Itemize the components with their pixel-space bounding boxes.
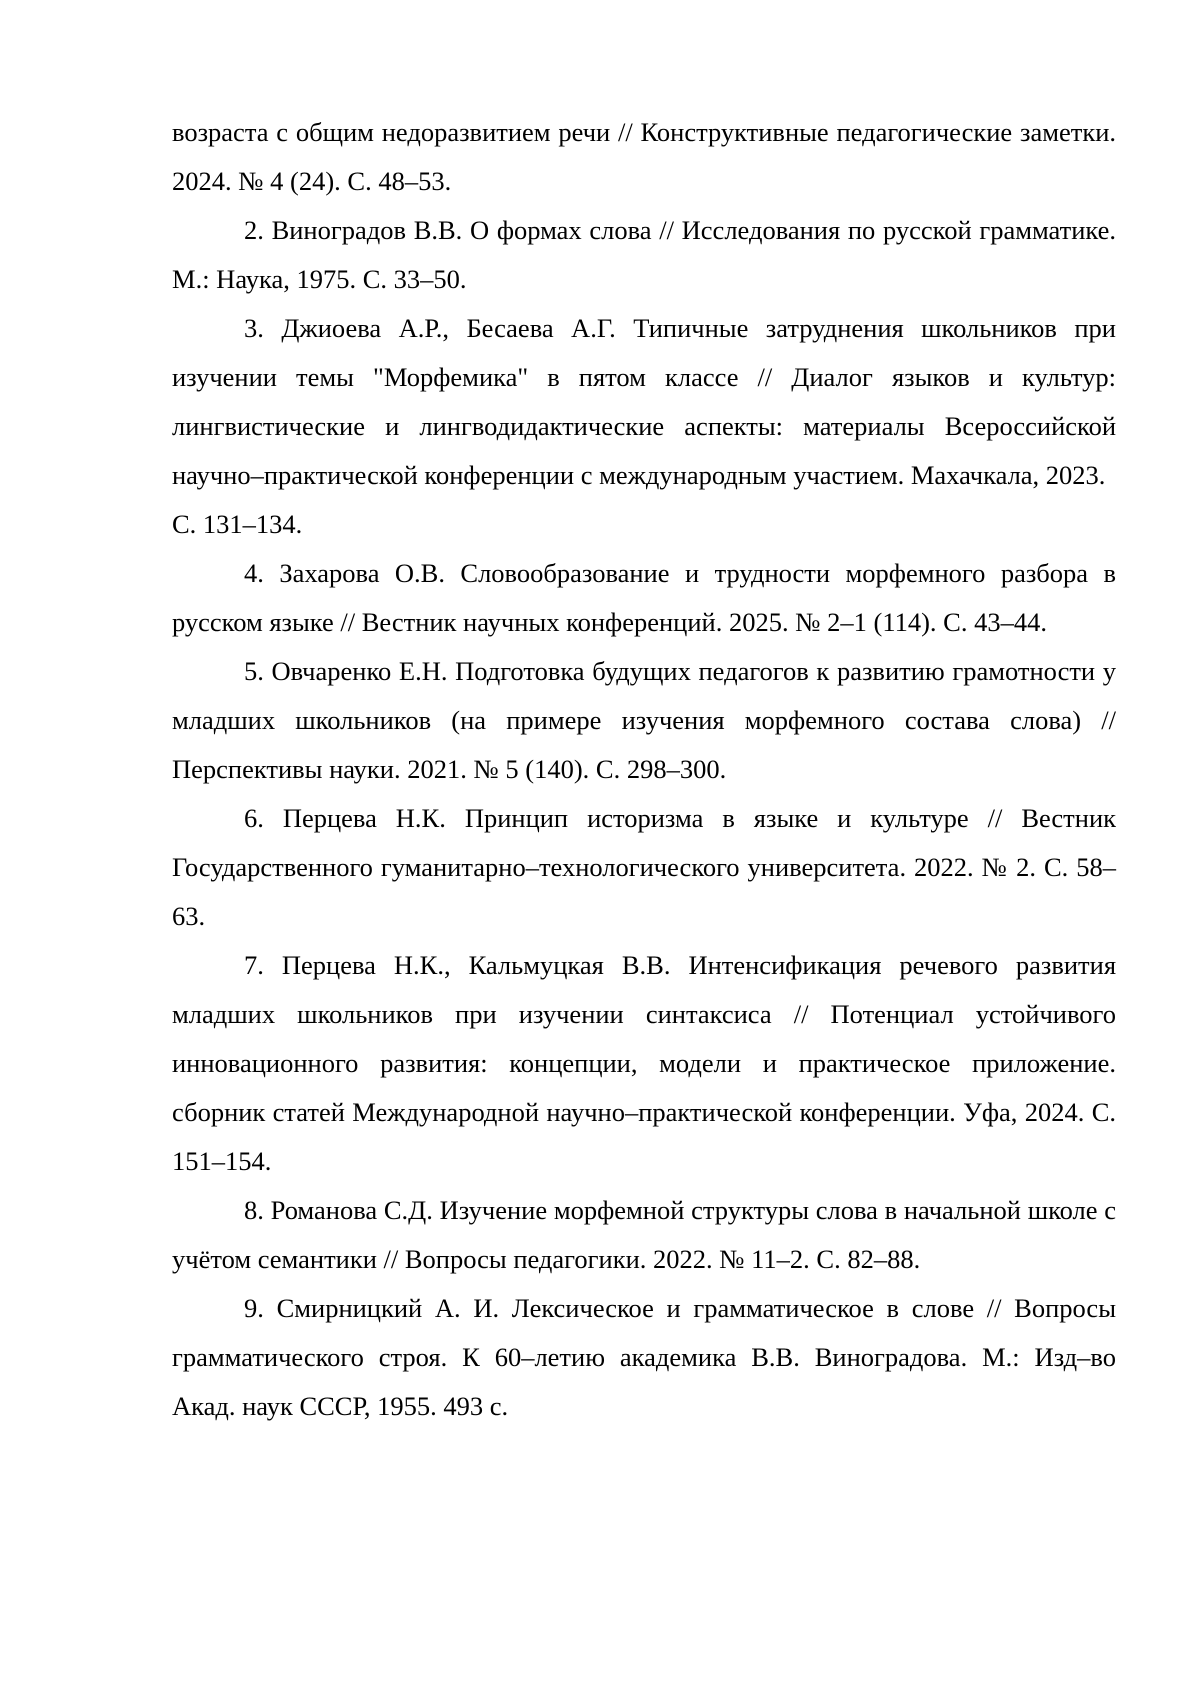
reference-continuation: возраста с общим недоразвитием речи // Конструктивные педагогические заметки. 2024. № 4 (24). С. 48–53. <box>172 108 1116 206</box>
reference-item-9 <box>172 1284 1116 1431</box>
reference-item-3 <box>172 304 1116 500</box>
reference-item-7 <box>172 941 1116 1186</box>
reference-number: 5. <box>244 656 264 686</box>
reference-text: Захарова О.В. Словообразование и трудности морфемного разбора в русском языке // Вестник научных конференций. 2025. № 2–1 (114). С. 43–44. <box>172 558 1116 637</box>
reference-number: 8. <box>244 1195 264 1225</box>
reference-text: Овчаренко Е.Н. Подготовка будущих педагогов к развитию грамотности у младших школьников (на примере изучения морфемного состава слова) // Перспективы науки. 2021. № 5 (140). С. 298–300. <box>172 656 1116 784</box>
reference-item-5 <box>172 647 1116 794</box>
reference-item-2 <box>172 206 1116 304</box>
reference-list-page <box>172 108 1116 1431</box>
reference-number: 6. <box>244 803 264 833</box>
reference-item-6 <box>172 794 1116 941</box>
reference-number: 7. <box>244 950 264 980</box>
reference-item-8 <box>172 1186 1116 1284</box>
reference-text: Перцева Н.К., Кальмуцкая В.В. Интенсификация речевого развития младших школьников при изучении синтаксиса // Потенциал устойчивого инновационного развития: концепции, модели и практическое приложение. сборник статей Международной научно–практической конференции. Уфа, 2024. С. 151–154. <box>172 950 1116 1176</box>
reference-item-3-pages: С. 131–134. <box>172 500 1116 549</box>
reference-number: 4. <box>244 558 264 588</box>
reference-item-4 <box>172 549 1116 647</box>
reference-text: Смирницкий А. И. Лексическое и грамматическое в слове // Вопросы грамматического строя. К 60–летию академика В.В. Виноградова. М.: Изд–во Акад. наук СССР, 1955. 493 с. <box>172 1293 1116 1421</box>
reference-text: Виноградов В.В. О формах слова // Исследования по русской грамматике. М.: Наука, 1975. С. 33–50. <box>172 215 1116 294</box>
reference-number: 3. <box>244 313 264 343</box>
reference-number: 9. <box>244 1293 264 1323</box>
reference-text: Романова С.Д. Изучение морфемной структуры слова в начальной школе с учётом семантики // Вопросы педагогики. 2022. № 11–2. С. 82–88. <box>172 1195 1116 1274</box>
reference-text: Перцева Н.К. Принцип историзма в языке и культуре // Вестник Государственного гуманитарно–технологического университета. 2022. № 2. С. 58–63. <box>172 803 1116 931</box>
reference-number: 2. <box>244 215 264 245</box>
reference-text: Джиоева А.Р., Бесаева А.Г. Типичные затруднения школьников при изучении темы "Морфемика" в пятом классе // Диалог языков и культур: лингвистические и лингводидактические аспекты: материалы Всероссийской научно–практической конференции с международным участием. Махачкала, 2023. <box>172 313 1116 490</box>
